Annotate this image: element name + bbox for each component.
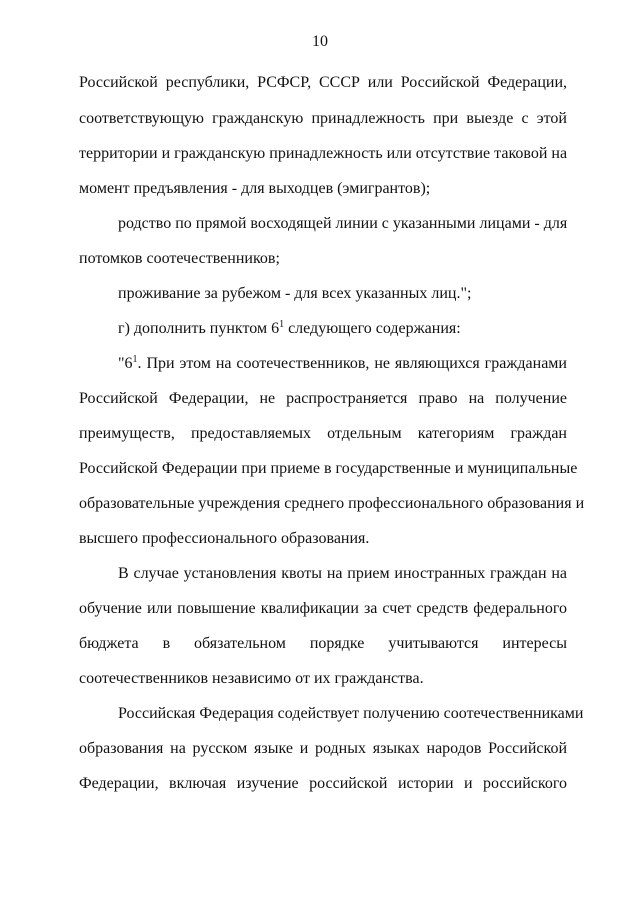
text-line: соотечественников независимо от их гражданства. [79, 670, 424, 687]
text-line: обучение или повышение квалификации за счет средств федерального [79, 600, 567, 617]
page-number: 10 [312, 33, 328, 50]
text-segment: г) дополнить пунктом 6 [118, 320, 280, 337]
text-line: потомков соотечественников; [79, 250, 280, 267]
superscript: 1 [279, 319, 285, 330]
text-line: образовательные учреждения среднего профессионального образования и [79, 495, 585, 512]
text-segment: "6 [118, 355, 133, 372]
superscript: 1 [132, 354, 138, 365]
text-line: Российской Федерации при приеме в государственные и муниципальные [79, 460, 578, 477]
text-line: территории и гражданскую принадлежность или отсутствие таковой на [79, 145, 568, 162]
text-line: соответствующую гражданскую принадлежность при выезде с этой [79, 110, 567, 127]
text-segment: следующего содержания: [284, 320, 461, 337]
text-line: преимуществ, предоставляемых отдельным категориям граждан [79, 425, 567, 442]
text-line: Российской республики, РСФСР, СССР или Российской Федерации, [79, 74, 567, 91]
text-line: Федерации, включая изучение российской истории и российского [79, 775, 567, 792]
text-line: родство по прямой восходящей линии с указанными лицами - для [118, 215, 568, 232]
text-segment: . При этом на соотечественников, не являющихся гражданами [137, 355, 567, 372]
text-line: Российская Федерация содействует получению соотечественниками [118, 705, 584, 722]
text-line: Российской Федерации, не распространяется право на получение [79, 390, 567, 407]
text-line: проживание за рубежом - для всех указанных лиц."; [118, 285, 472, 302]
text-line [118, 353, 567, 375]
text-line: В случае установления квоты на прием иностранных граждан на [118, 565, 567, 582]
text-line [118, 318, 567, 340]
text-line: высшего профессионального образования. [79, 530, 370, 547]
text-line: момент предъявления - для выходцев (эмигрантов); [79, 180, 431, 197]
text-line: бюджета в обязательном порядке учитываются интересы [79, 635, 567, 652]
text-line: образования на русском языке и родных языках народов Российской [79, 740, 567, 757]
